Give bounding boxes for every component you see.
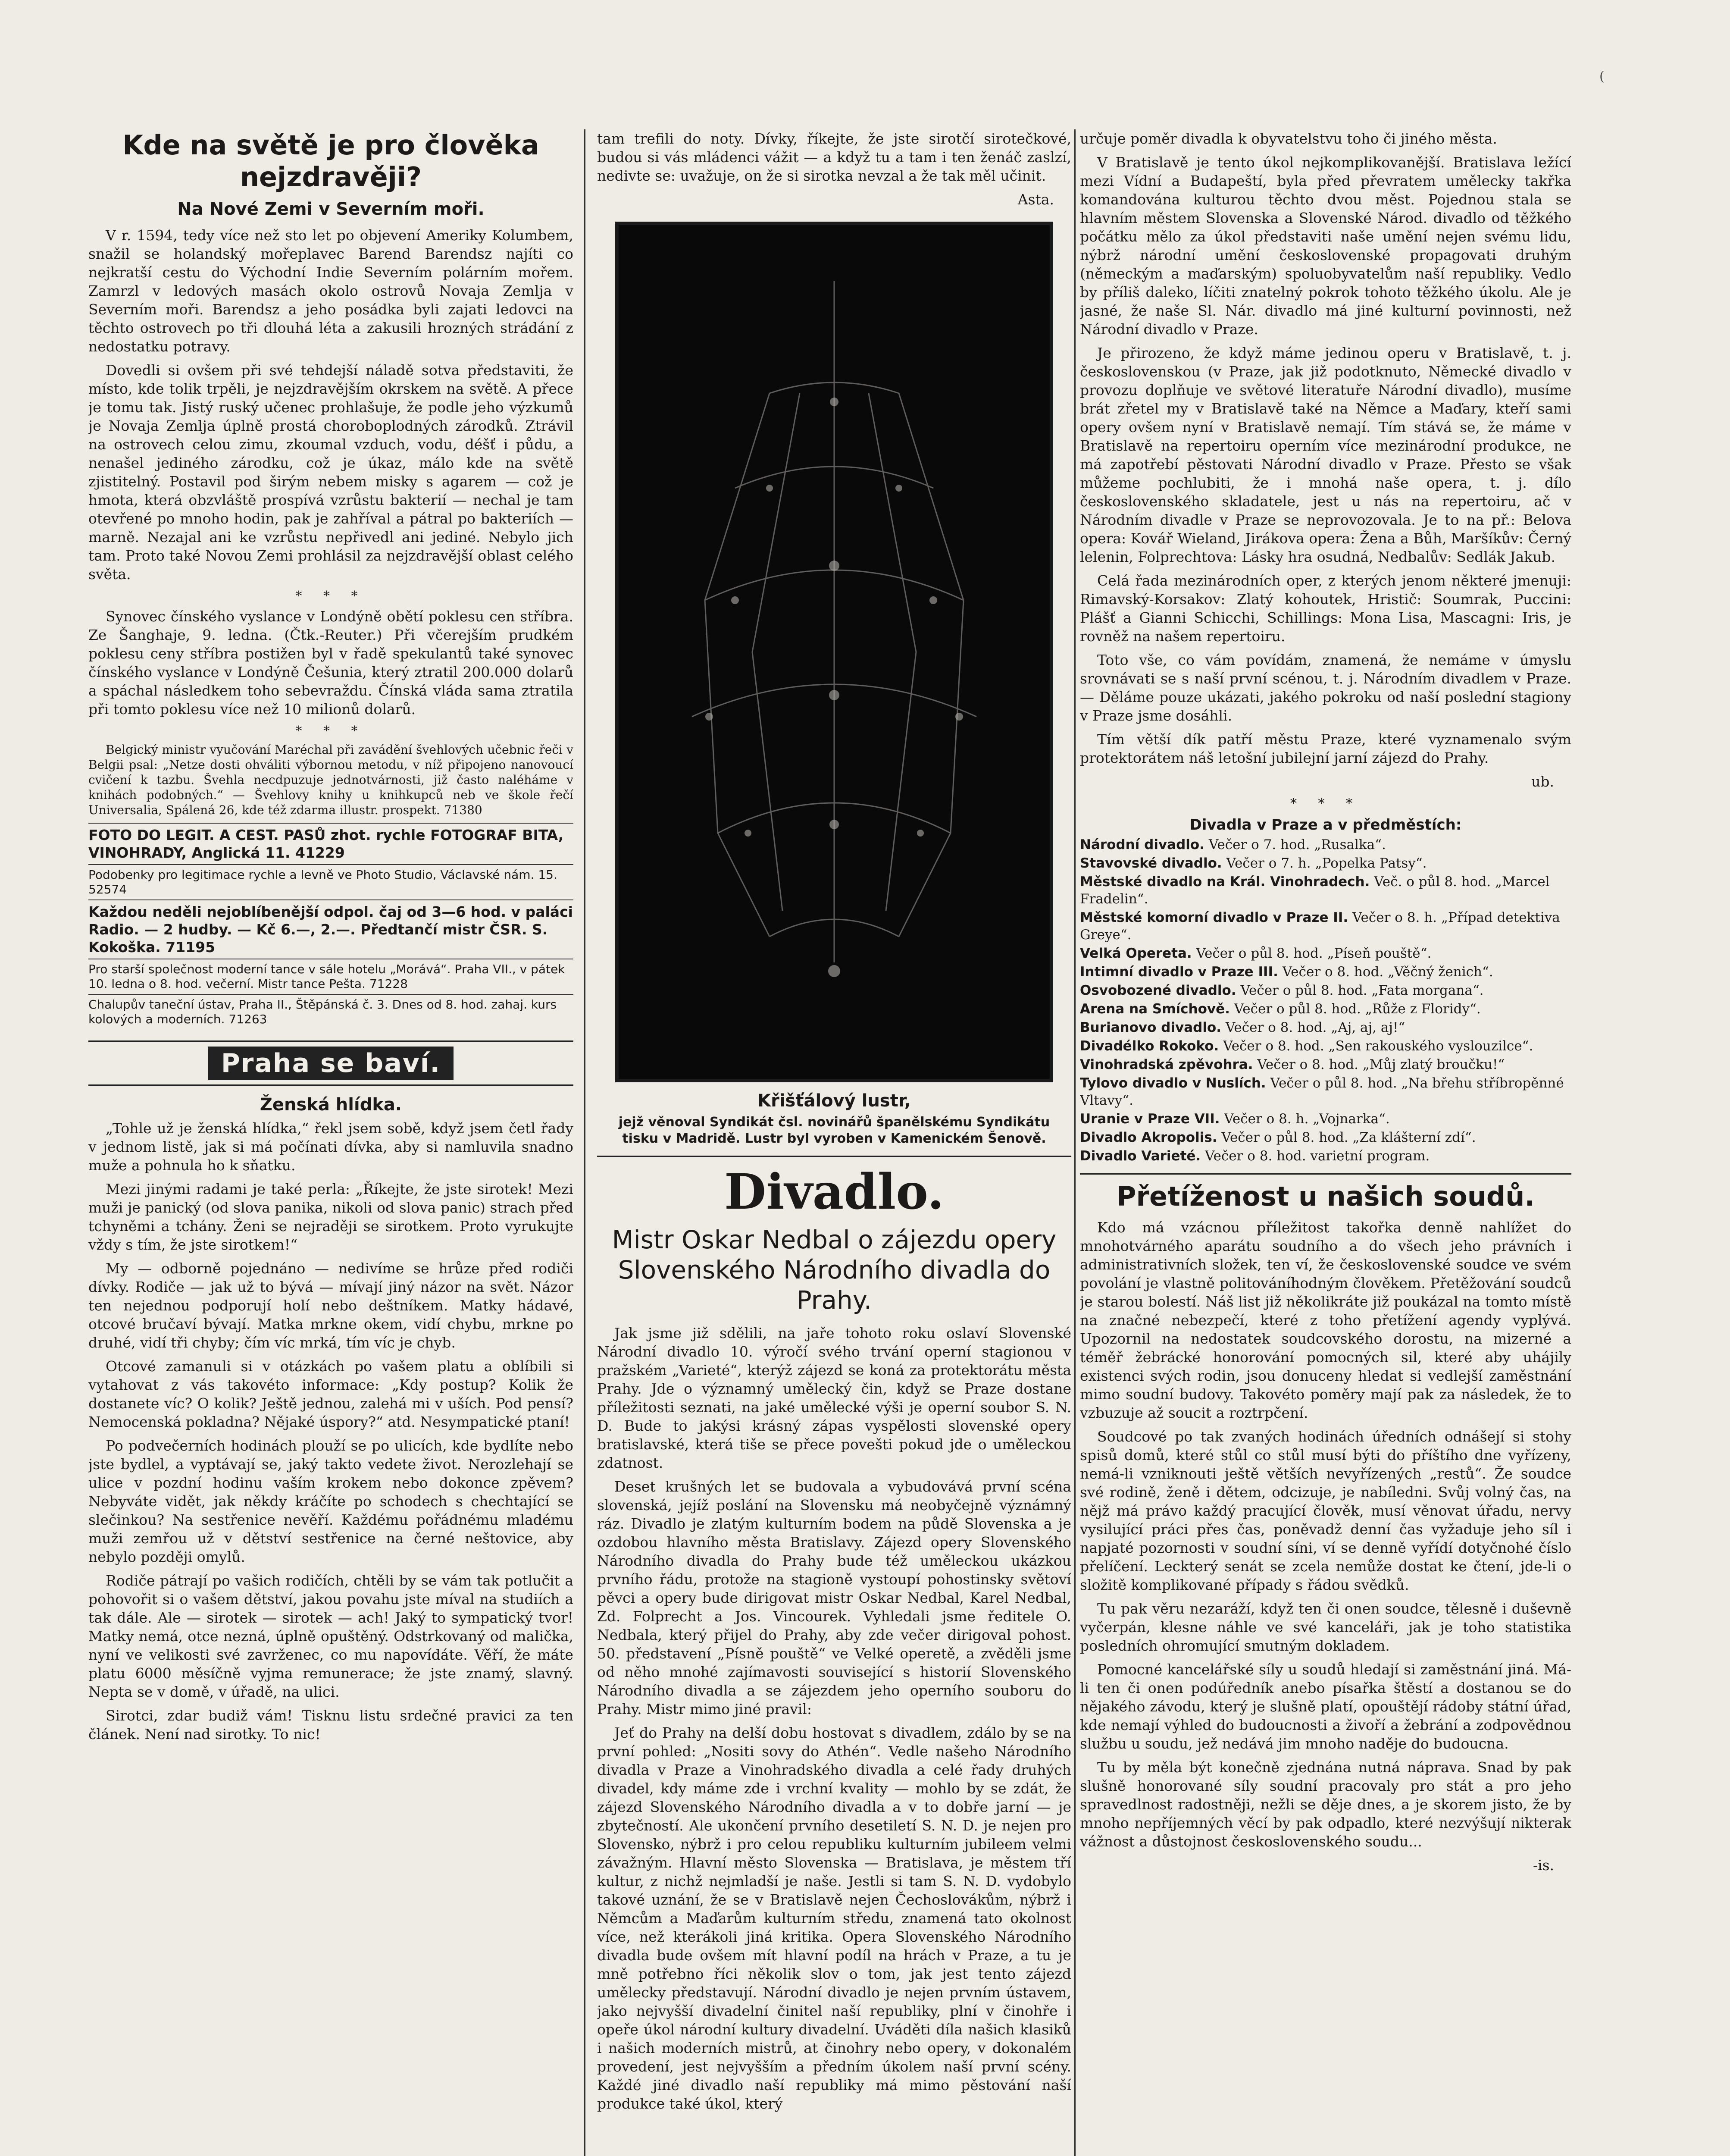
article-paragraph: Deset krušných let se budovala a vybudovává první scéna slovenská, jejíž poslání na Slovensku má neobyčejně význámný ráz. Divadlo je zlatým kulturním bodem na půdě Slovenska a je ozdobou hlavního města Bratislavy. Zájezd opery Slovenského Národního divadla do Prahy bude též uměleckou ukázkou prvního řádu, protože na stagioně vystoupí pohostinsky světoví pěvci a opery bude dirigovat mistr Oskar Nedbal, Karel Nedbal, Zd. Folprecht a Jos. Vincourek. Vyhledali jsme ředitele O. Nedbala, který přijel do Prahy, aby zde večer dirigoval pohost. 50. představení „Písně pouště“ ve Velké operetě, a zvěděli jsme od něho mnohé zajímavosti související s historií Slovenského Národního divadla a se zájezdem jeho operního souboru do Prahy. Mistr mimo jiné pravil: bbox=[597, 1478, 1071, 1717]
column-left bbox=[88, 129, 573, 2156]
separator-stars: * * * bbox=[295, 724, 366, 739]
article-paragraph: „Tohle už je ženská hlídka,“ řekl jsem sobě, když jsem četl řady v jednom listě, jak si má počínati dívka, aby si namluvila snadno muže a pohnula ho k sňatku. bbox=[88, 1120, 573, 1174]
theatre-show: Večer o 8. hod. varietní program. bbox=[1205, 1148, 1430, 1164]
news-item: Synovec čínského vyslance v Londýně obětí poklesu cen stříbra. Ze Šanghaje, 9. ledna. (Čtk.-Reuter.) Při včerejším prudkém poklesu ceny stříbra postižen byl v řadě spekulantů také synovec čínského vyslance v Londýně Češunia, který ztratil 200.000 dolarů a spáchal následkem toho sebevraždu. Čínská vláda sama ztratila při tomto poklesu více než 10 milionů dolarů. bbox=[88, 608, 573, 718]
column-divider bbox=[1074, 129, 1076, 2156]
theatre-name: Městské komorní divadlo v Praze II. bbox=[1080, 910, 1348, 925]
article-paragraph: Otcové zamanuli si v otázkách po vašem platu a oblíbili si vytahovat z vás takovéto informace: „Kdy postup? Kolik že dostanete víc? O kolik? Ještě jednou, zalehá mi v uších. Pod pensí? Nemocenská pokladna? Nějaké úspory?“ atd. Nesympatické ptaní! bbox=[88, 1358, 573, 1430]
theatre-program-item bbox=[1080, 873, 1571, 908]
article-headline: Kde na světě je pro člověka nejzdravěji? bbox=[122, 129, 539, 193]
article-headline: Mistr Oskar Nedbal o zájezdu opery Slovenského Národního divadla do Prahy. bbox=[612, 1225, 1057, 1315]
theatre-show: Večer o 8. hod. „Můj zlatý broučku!“ bbox=[1257, 1057, 1505, 1072]
theatre-name: Uranie v Praze VII. bbox=[1080, 1111, 1220, 1127]
theatre-show: Večer o 8. h. „Vojnarka“. bbox=[1224, 1111, 1390, 1127]
section-headline: Divadlo. bbox=[597, 1156, 1071, 1220]
column-middle bbox=[597, 129, 1071, 2156]
theatre-program-item bbox=[1080, 1075, 1571, 1109]
theatre-name: Národní divadlo. bbox=[1080, 837, 1204, 852]
column-divider bbox=[584, 129, 585, 2156]
theatre-show: Večer o půl 8. hod. „Růže z Floridy“. bbox=[1234, 1001, 1481, 1017]
classified-ad: Chalupův taneční ústav, Praha II., Štěpánská č. 3. Dnes od 8. hod. zahaj. kurs kolových a moderních. 71263 bbox=[88, 994, 573, 1029]
theatre-program-item bbox=[1080, 982, 1571, 999]
photo-caption-title: Křišťálový lustr, bbox=[757, 1091, 911, 1111]
section-banner-label: Praha se baví. bbox=[208, 1047, 454, 1080]
theatre-program-list bbox=[1080, 836, 1571, 1165]
article-signature: -is. bbox=[1533, 1857, 1554, 1874]
theatre-name: Arena na Smíchově. bbox=[1080, 1001, 1230, 1017]
theatre-name: Tylovo divadlo v Nuslích. bbox=[1080, 1075, 1266, 1091]
article-paragraph: Tím větší dík patří městu Praze, které vyznamenalo svým protektorátem náš letošní jubilejní jarní zájezd do Prahy. bbox=[1080, 731, 1571, 766]
article-paragraph: V r. 1594, tedy více než sto let po objevení Ameriky Kolumbem, snažil se holandský mořeplavec Barend Barendsz najíti co nejkratší cestu do Východní Indie Severním polárním mořem. Zamrzl v ledových masách okolo ostrovů Novaja Zemlja v Severním moři. Barendsz a jeho posádka byli zajati ledovci na těchto ostrovech po tři dlouhá léta a zakusili hrozných strádání z nedostatku potravy. bbox=[88, 227, 573, 355]
theatre-program-item bbox=[1080, 963, 1571, 981]
theatre-name: Burianovo divadlo. bbox=[1080, 1020, 1222, 1035]
theatre-show: Več. o půl 8. hod. „Marcel Fradelin“. bbox=[1080, 874, 1550, 907]
article-paragraph: Je přirozeno, že když máme jedinou operu v Bratislavě, t. j. československou (v Praze, jak již podotknuto, Německé divadlo v provozu doplňuje ve světové literatuře Národní divadlo), musíme brát zřetel my v Bratislavě také na Němce a Maďary, kteří sami opery ovšem nyní v Bratislavě nemají. Tím stává se, že máme v Bratislavě na repertoiru operním více mezinárodní produkce, ne má zapotřebí pěstovati Národní divadlo v Praze. Přesto se však můžeme pochlubiti, že i mnohá naše opera, t. j. dílo československého skladatele, jest u nás na repertoiru, ač v Národním divadle v Praze se neprovozovala. Je to na př.: Belova opera: Kovář Wieland, Jirákova opera: Žena a Bůh, Maršíkův: Černý lelenin, Folprechtova: Lásky hra osudná, Nedbalův: Sedlák Jakub. bbox=[1080, 345, 1571, 565]
article-paragraph: Mezi jinými radami je také perla: „Říkejte, že jste sirotek! Mezi muži je panický (od slova panika, nikoli od slova panic) strach před tchyněmi a tchány. Ženi se nejraději se sirotkem. Proto vyrukujte vždy s tím, že jste sirotkem!“ bbox=[88, 1181, 573, 1253]
classified-ad: Každou neděli nejoblíbenější odpol. čaj od 3—6 hod. v paláci Radio. — 2 hudby. — Kč 6.—, 2.—. Předtančí mistr ČSR. S. Kokoška. 71195 bbox=[88, 899, 573, 959]
article-paragraph: Celá řada mezinárodních oper, z kterých jenom některé jmenuji: Rimavský-Korsakov: Zlatý kohoutek, Hristič: Soumrak, Puccini: Plášť a Gianni Schicchi, Schillings: Mona Lisa, Mascagni: Iris, je rovněž na našem repertoiru. bbox=[1080, 572, 1571, 645]
article-paragraph: Toto vše, co vám povídám, znamená, že nemáme v úmyslu srovnávati se s naší první scénou, t. j. Národním divadlem v Praze. — Děláme pouze ukázati, jakého pokroku od naší poslední stagiony v Praze jsme dosáhli. bbox=[1080, 652, 1571, 724]
article-paragraph: tam trefili do noty. Dívky, říkejte, že jste sirotčí sirotečkové, budou si vás mládenci vážit — a když tu a tam i ten ženáč zaslzí, nedivte se: uvažuje, on že si sirotka nevzal a že tak měl učinit. bbox=[597, 130, 1071, 184]
theatre-name: Divadlo Akropolis. bbox=[1080, 1130, 1217, 1145]
theatre-program-item bbox=[1080, 1147, 1571, 1165]
article-paragraph: Soudcové po tak zvaných hodinách úředních odnášejí si stohy spisů domů, které stůl co stůl musí býti do příštího dne vyřízeny, nemá-li vzniknouti ještě větších nevyřízených „restů“. Že soudce své rodině, ženě i dětem, odcizuje, je nabíledni. Svůj volný čas, na nějž má právo každý pracující člověk, musí věnovat úřadu, nervy vysilující práci přes čas, poněvadž denní čas vyžaduje jeho síl i napjaté pozornosti v soudní síni, ví se denně vyřídí dotyčnohé číslo přelíčení. Leckterý senát se zcela nemůže dostat ke čtení, jde-li o složitě komplikované případy s řádou svědků. bbox=[1080, 1428, 1571, 1593]
chandelier-photo bbox=[615, 222, 1053, 1082]
article-paragraph: Jeť do Prahy na delší dobu hostovat s divadlem, zdálo by se na první pohled: „Nositi sovy do Athén“. Vedle našeho Národního divadla v Praze a Vinohradského divadla a celé řady druhých divadel, kdy máme zde i vrchní kvality — mohlo by se zdát, že zájezd Slovenského Národního divadla a v to dobře jarní — je zbytečností. Ale ukončení prvního desetiletí S. N. D. je nejen pro Slovensko, nýbrž i pro celou republiku kulturním jubileem velmi závažným. Hlavní město Slovenska — Bratislava, je městem tří kultur, z nichž nejmladší je naše. Jestli si tam S. N. D. vydobylo takové uznání, že se v Bratislavě nejen Čechoslovákům, nýbrž i Němcům a Maďarům kulturním středu, znamená tato okolnost více, než kterákoli jiná kritika. Opera Slovenského Národního divadla bude ovšem mít hlavní podíl na hrách v Praze, a tu je mně potřebno říci několik slov o tom, jak jest tento zájezd umělecky představují. Národní divadlo je nejen prvním ústavem, jako nejvyšší divadelní činitel naší republiky, plní v činohře i opeře úkol národní kultury divadelní. Uváděti díla našich klasiků i našich moderních mistrů, at činohry nebo opery, v dokonalém provedení, jest nejvyšším a předním úkolem naší první scény. Každé jiné divadlo naší republiky má mimo pěstování naší produkce také úkol, který bbox=[597, 1724, 1071, 2112]
article-paragraph: Jak jsme již sdělili, na jaře tohoto roku oslaví Slovenské Národní divadlo 10. výročí svého trvání operní stagionou v pražském „Varieté“, kterýž zájezd se koná za protektorátu města Prahy. Jde o významný umělecký čin, když se Praze dostane příležitosti seznati, na jaké umělecké výši je operní soubor S. N. D. Bude to jakýsi krásný zápas vyspělosti slovenské opery bratislavské, která tiše se přece povešti pokud jde o uměleckou zdatnost. bbox=[597, 1325, 1071, 1471]
classified-ad: Podobenky pro legitimace rychle a levně ve Photo Studio, Václavské nám. 15. 52574 bbox=[88, 864, 573, 899]
article-paragraph: V Bratislavě je tento úkol nejkomplikovanější. Bratislava ležící mezi Vídní a Budapeští, byla před převratem umělecky takřka komandována kulturou těchto dvou měst. Pojednou stala se hlavním městem Slovenska a Slovenské Národ. divadlo od těžkého počátku mělo za úkol představiti naše umění nejen svému lidu, nýbrž národní umění československé propagovati druhým (německým a maďarským) spoluobyvatelům naší republiky. Vedlo by příliš daleko, líčiti znatelný pokrok tohoto těžkého úkolu. Ale je jasné, že naše Sl. Nár. divadlo má jiné kulturní povinnosti, než Národní divadlo v Praze. bbox=[1080, 154, 1571, 338]
classified-ad: Pro starší společnost moderní tance v sále hotelu „Morává“. Praha VII., v pátek 10. ledna o 8. hod. večerní. Mistr tance Pešta. 71228 bbox=[88, 959, 573, 994]
chandelier-illustration bbox=[640, 264, 1028, 1040]
theatre-name: Divadélko Rokoko. bbox=[1080, 1038, 1219, 1054]
theatre-program-item bbox=[1080, 1000, 1571, 1018]
theatre-program-item bbox=[1080, 1037, 1571, 1055]
article-signature: Asta. bbox=[1017, 191, 1054, 208]
article-paragraph: Kdo má vzácnou příležitost takořka denně nahlížet do mnohotvárného aparátu soudního a do všech jeho právních i administrativních složek, ten ví, že československé soudce ve svém povolání je vlastně politováníhodným člověkem. Přetěžování soudců je starou bolestí. Náš list již několikráte již poukázal na tomto místě na značné nebezpečí, které z toho přetížení agendy vyplývá. Upozornil na nedostatek soudcovského dorostu, na mizerné a téměř žebrácké honorování pomocných sil, které aby uhájily existenci svých rodin, jsou donuceny hledat si vedlejší zaměstnání mimo soudní budovy. Takovéto poměry mají pak za následek, že to vzbuzuje až soucit a roztrpčení. bbox=[1080, 1219, 1571, 1421]
article-paragraph: Tu pak věru nezaráží, když ten či onen soudce, tělesně i duševně vyčerpán, klesne náhle ve své kanceláři, jak je toho statistika posledních ohromující smutným dokladem. bbox=[1080, 1600, 1571, 1654]
section-banner bbox=[88, 1040, 573, 1086]
article-headline: Přetíženost u našich soudů. bbox=[1080, 1173, 1571, 1212]
theatre-show: Večer o půl 8. hod. „Píseň pouště“. bbox=[1196, 946, 1432, 961]
theatre-name: Divadlo Varieté. bbox=[1080, 1148, 1201, 1164]
theatre-show: Večer o 8. hod. „Aj, aj, aj!“ bbox=[1225, 1020, 1405, 1035]
article-paragraph: Tu by měla být konečně zjednána nutná náprava. Snad by pak slušně honorované síly soudní pracovaly pro stát a pro jeho spravedlnost radostněji, nežli se děje dnes, a je skorem jisto, že by mnoho nepříjemných věcí by pak odpadlo, které nezvýšují nikterak vážnost a důstojnost československého soudu... bbox=[1080, 1759, 1571, 1850]
separator-stars: * * * bbox=[1290, 796, 1361, 811]
article-headline: Ženská hlídka. bbox=[260, 1095, 402, 1115]
theatre-program-item bbox=[1080, 945, 1571, 962]
theatre-name: Osvobozené divadlo. bbox=[1080, 983, 1236, 998]
separator-stars: * * * bbox=[295, 589, 366, 604]
theatre-name: Městské divadlo na Král. Vinohradech. bbox=[1080, 874, 1370, 890]
theatre-program-item bbox=[1080, 909, 1571, 943]
theatre-program-item bbox=[1080, 836, 1571, 853]
theatre-show: Večer o 8. hod. „Věčný ženich“. bbox=[1282, 964, 1493, 980]
theatre-program-item bbox=[1080, 855, 1571, 872]
theatre-show: Večer o 8. hod. „Sen rakouského vyslouzilce“. bbox=[1223, 1038, 1533, 1054]
theatre-program-item bbox=[1080, 1019, 1571, 1036]
theatre-program-item bbox=[1080, 1129, 1571, 1146]
classified-ad: FOTO DO LEGIT. A CEST. PASŮ zhot. rychle FOTOGRAF BITA, VINOHRADY, Anglická 11. 41229 bbox=[88, 823, 573, 864]
theatre-show: Večer o půl 8. hod. „Za klášterní zdí“. bbox=[1221, 1130, 1476, 1145]
photo-caption: jejž věnoval Syndikát čsl. novinářů španělskému Syndikátu tisku v Madridě. Lustr byl vyroben v Kamenickém Šenově. bbox=[618, 1115, 1050, 1146]
article-paragraph: Rodiče pátrají po vašich rodičích, chtěli by se vám tak potlučit a pohovořit si o vašem dětství, jakou povahu jste míval na studiích a tak dále. Ale — sirotek — sirotek — ach! Jaký to sympatický tvor! Matky nemá, otce nezná, úplně opuštěný. Odstrkovaný od malička, nyní ve velikosti své zavrženec, co mu napovídáte. Věří, že máte platu 6000 měsíčně vyjma remunerace; že jste znamý, slavný. Nepta se v domě, v úřadě, na ulici. bbox=[88, 1572, 573, 1700]
theatre-show: Večer o 8. h. „Případ detektiva Greye“. bbox=[1080, 910, 1560, 943]
article-paragraph: Dovedli si ovšem při své tehdejší náladě sotva představiti, že místo, kde tolik trpěli, je nejzdravějším okrskem na světě. A přece je tomu tak. Jistý ruský učenec prohlašuje, že podle jeho výzkumů je Novaja Zemlja úplně prostá choroboplodných zárodků. Ztrávil na ostrovech celou zimu, zkoumal vzduch, vodu, déšť i půdu, a nenašel jediného zárodku, což je úkaz, málo kde na světě zjistitelný. Postavil pod širým nebem misky s agarem — což je hmota, která obzvláště prospívá vzrůstu bakterií — nechal je tam otevřené po mnoho hodin, pak je zahříval a pátral po bakteriích — marně. Nezajal ani ke vzrůstu nepřivedl ani jediné. Nebylo jich tam. Proto také Novou Zemi prohlásil za nejzdravější oblast celého světa. bbox=[88, 362, 573, 583]
theatre-name: Velká Opereta. bbox=[1080, 946, 1192, 961]
theatre-program-title: Divadla v Praze a v předměstích: bbox=[1189, 816, 1462, 834]
theatre-show: Večer o půl 8. hod. „Na břehu stříbropěnné Vltavy“. bbox=[1080, 1075, 1564, 1108]
theatre-program-item bbox=[1080, 1056, 1571, 1073]
article-paragraph: Po podvečerních hodinách plouží se po ulicích, kde bydlíte nebo jste bydlel, a vyptávají se, jaký takto vedete život. Nerozlehají se ulice v pozdní hodinu vaším krokem nebo dokonce zpěvem? Nebyváte vidět, jak někdy kráčíte po schodech s chechtající se slečinkou? Na sestřenice nevěří. Každému pořádnému mladému muži zemřou už v dětství sestřenice na černé neštovice, aby nebylo později omylů. bbox=[88, 1437, 573, 1565]
theatre-show: Večer o půl 8. hod. „Fata morgana“. bbox=[1240, 983, 1484, 998]
theatre-show: Večer o 7. h. „Popelka Patsy“. bbox=[1226, 856, 1427, 871]
article-subheadline: Na Nové Zemi v Severním moři. bbox=[177, 199, 485, 219]
article-paragraph: Pomocné kancelářské síly u soudů hledají si zaměstnání jiná. Má-li ten či onen podúředník anebo písařka štěstí a dostanou se do nějakého závodu, který je slušně platí, opouštějí rádoby státní úřad, kde nemají výhled do budoucnosti a živoří a žebrání a zodpovědnou službu u soudu, jež nedává jim mnoho naděje do budoucna. bbox=[1080, 1661, 1571, 1752]
theatre-name: Intimní divadlo v Praze III. bbox=[1080, 964, 1278, 980]
article-paragraph: My — odborně pojednáno — nedivíme se hrůze před rodiči dívky. Rodiče — jak už to bývá — mívají jiný názor na svět. Názor ten nejednou podporují holí nebo deštníkem. Matky hádavé, otcové bručaví bývají. Matka mrkne okem, vidí chybu, mrkne po druhé, vidí tři chyby; čím víc mrká, tím víc je chyb. bbox=[88, 1260, 573, 1351]
page-corner-mark: ( bbox=[1599, 69, 1605, 84]
theatre-show: Večer o 7. hod. „Rusalka“. bbox=[1208, 837, 1386, 852]
article-paragraph: určuje poměr divadla k obyvatelstvu toho či jiného města. bbox=[1080, 130, 1497, 147]
theatre-program-item bbox=[1080, 1110, 1571, 1128]
article-signature: ub. bbox=[1531, 773, 1554, 790]
news-item: Belgický ministr vyučování Maréchal při zavádění švehlových učebnic řeči v Belgii psal: „Netze dosti ohváliti výbornou metodu, v níž připojeno nanovoucí cvičení k tazbu. Švehla necdpuzuje jednotvárnosti, již často naléháme v knihách podobných.“ — Švehlovy knihy u knihkupců neb ve škole řečí Universalia, Spálená 26, kde též zdarma illustr. prospekt. 71380 bbox=[88, 743, 573, 817]
column-right bbox=[1080, 129, 1571, 2156]
theatre-name: Vinohradská zpěvohra. bbox=[1080, 1057, 1253, 1072]
article-paragraph: Sirotci, zdar budiž vám! Tisknu listu srdečné pravici za ten článek. Není nad sirotky. To nic! bbox=[88, 1707, 573, 1742]
theatre-name: Stavovské divadlo. bbox=[1080, 856, 1222, 871]
